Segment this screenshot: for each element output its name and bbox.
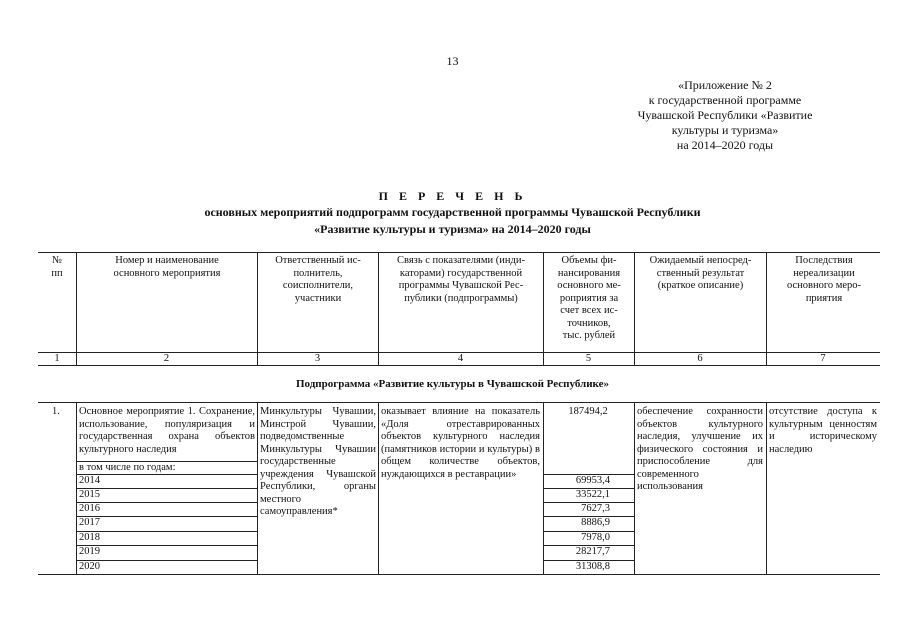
column-number: 4 [457,353,464,364]
year-label: 2018 [79,532,100,543]
appendix-note [600,78,850,153]
column-divider [766,252,767,365]
responsible-executors: Минкультуры Чувашии, Минстрой Чувашии, подведомственные Минкультуры Чувашии государственные учреждения Чувашской Республики, органы местного самоуправления* [260,406,376,517]
row-divider [76,488,257,489]
row-divider [76,560,257,561]
header-funding: Объемы фи- нансирования основного ме- роприятия за счет всех ис- точников, тыс. рублей [557,255,621,341]
activity-name: Основное мероприятие 1. Сохранение, использование, популяризация и государственная охрана объектов культурного наследия [79,406,255,455]
column-divider [543,252,544,365]
document-subtitle: основных мероприятий подпрограмм государственной программы Чувашской Республики [204,205,701,219]
column-number: 2 [163,353,170,364]
column-number: 7 [820,353,826,364]
indicators-link: оказывает влияние на показатель «Доля отреставрированных объектов культурного наследия (памятников истории и культуры) в общем количестве объектов, нуждающихся в реставрации» [381,406,540,480]
consequences: отсутствие доступа к культурным ценностям и историческому наследию [769,406,877,455]
column-divider [766,402,767,574]
year-amount: 69953,4 [575,475,610,486]
document-subtitle-2: «Развитие культуры и туризма» на 2014–2020 годы [314,222,591,236]
by-years-label: в том числе по годам: [79,462,176,473]
row-divider [76,531,257,532]
year-label: 2017 [79,517,100,528]
page-number: 13 [446,54,459,68]
year-amount: 8886,9 [581,517,610,528]
column-number: 1 [54,353,60,364]
table-body-bottom [38,574,880,575]
row-divider [76,545,257,546]
header-name: Номер и наименование основного мероприятия [113,255,221,279]
table-border-top [38,252,880,253]
header-indicators: Связь с показателями (инди- каторами) государственной программы Чувашской Рес- публики (подпрограммы) [397,255,525,304]
subprogram-heading: Подпрограмма «Развитие культуры в Чувашской Республике» [295,378,610,390]
document-title: П Е Р Е Ч Е Н Ь [378,189,527,203]
row-divider [76,516,257,517]
year-amount: 7978,0 [581,532,610,543]
year-label: 2016 [79,503,100,514]
year-label: 2019 [79,546,100,557]
year-amount: 33522,1 [575,489,610,500]
year-label: 2020 [79,561,100,572]
appendix-line: Чувашской Республики «Развитие [637,108,813,122]
appendix-line: к государственной программе [648,93,802,107]
row-number: 1. [52,406,60,417]
table-body-top [38,402,880,403]
column-number: 3 [314,353,321,364]
row-divider [76,502,257,503]
appendix-line: культуры и туризма» [671,123,779,137]
column-divider [76,252,77,365]
appendix-line: «Приложение № 2 [678,78,772,92]
header-consequences: Последствия нереализации основного меро- приятия [786,255,862,304]
funding-total: 187494,2 [568,406,608,417]
header-result: Ожидаемый непосред- ственный результат (краткое описание) [649,255,752,291]
year-label: 2014 [79,475,100,486]
column-divider [257,402,258,574]
header-number: № пп [51,255,63,279]
appendix-line: на 2014–2020 годы [676,138,774,152]
column-divider [378,402,379,574]
column-number: 5 [585,353,592,364]
year-amount: 28217,7 [575,546,610,557]
header-responsible: Ответственный ис- полнитель, соисполнители, участники [275,255,361,304]
column-divider [634,252,635,365]
column-number: 6 [697,353,703,364]
year-label: 2015 [79,489,100,500]
column-divider [257,252,258,365]
expected-result: обеспечение сохранности объектов культурного наследия, улучшение их физического состояния и приспособление для современного использования [637,406,763,492]
year-amount: 7627,3 [581,503,610,514]
column-divider [634,402,635,574]
column-divider [378,252,379,365]
year-amount: 31308,8 [575,561,610,572]
